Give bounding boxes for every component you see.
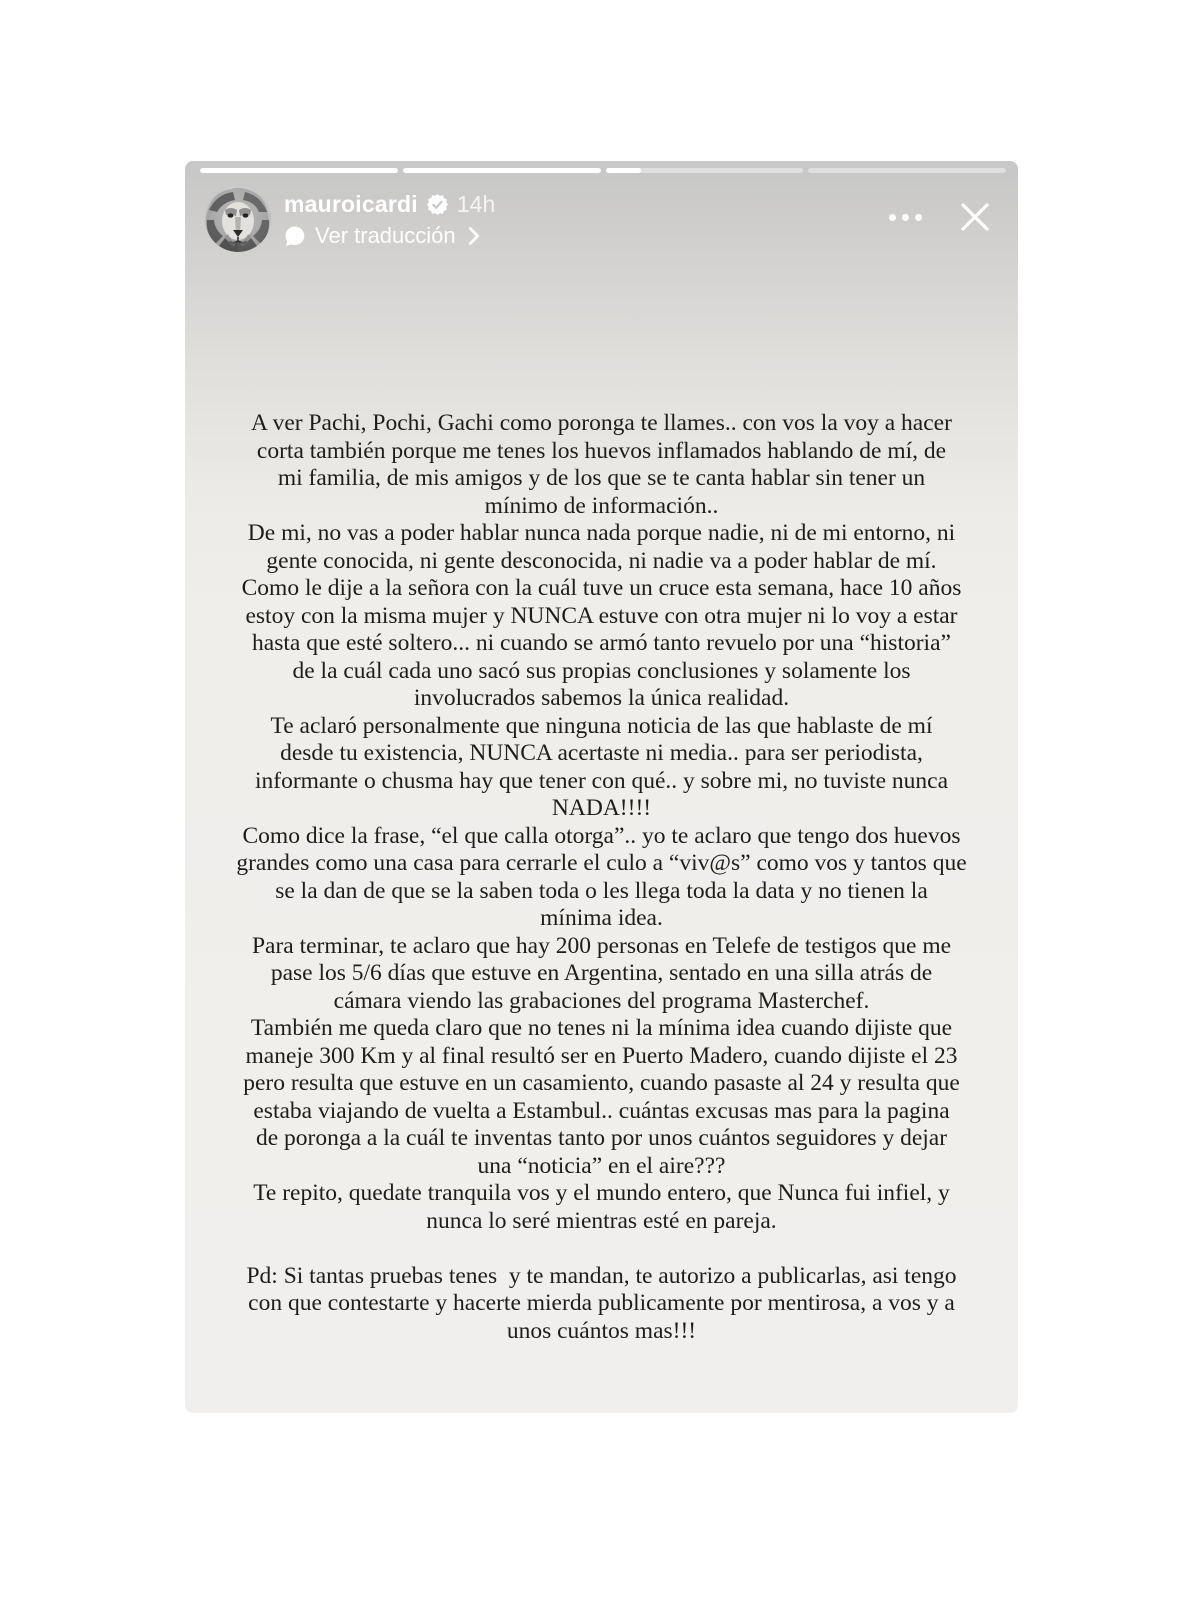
story-text-line: NADA!!!! <box>551 795 652 821</box>
verified-badge-icon <box>426 193 449 216</box>
dot <box>889 214 896 221</box>
translate-label: Ver traducción <box>315 223 456 248</box>
story-text-line: corta también porque me tenes los huevos inflamados hablando de mí, de <box>256 437 947 464</box>
story-text-line: una “noticia” en el aire??? <box>477 1152 726 1179</box>
story-text-line: gente conocida, ni gente desconocida, ni nadie va a poder hablar de mí. <box>266 547 937 574</box>
story-text <box>185 410 1018 1345</box>
story-text-line: de poronga a la cuál te inventas tanto por unos cuántos seguidores y dejar <box>255 1125 948 1151</box>
progress-segment <box>808 168 1006 173</box>
story-text-line: hasta que esté soltero... ni cuando se armó tanto revuelo por una “historia” <box>252 630 951 656</box>
story-text-line: Te repito, quedate tranquila vos y el mundo entero, que Nunca fui infiel, y <box>253 1180 950 1206</box>
story-text-line: A ver Pachi, Pochi, Gachi como poronga te llames.. con vos la voy a hacer <box>251 410 952 436</box>
story-timestamp: 14h <box>456 190 496 217</box>
story-text-line <box>185 1235 1018 1263</box>
story-progress-bar <box>200 168 1006 173</box>
story-text-line: Te aclaró personalmente que ninguna noticia de las que hablaste de mí <box>270 712 933 739</box>
story-controls <box>887 186 1000 248</box>
story-text-line: nunca lo seré mientras esté en pareja. <box>426 1207 777 1234</box>
story-text-line: Para terminar, te aclaro que hay 200 personas en Telefe de testigos que me <box>251 932 952 959</box>
username[interactable]: mauroicardi <box>284 190 418 217</box>
close-x-icon <box>952 194 998 240</box>
avatar[interactable] <box>205 186 271 252</box>
story-text-line: se la dan de que se la saben toda o les llega toda la data y no tienen la <box>275 877 928 904</box>
story-text-line: maneje 300 Km y al final resultó ser en Puerto Madero, cuando dijiste el 23 <box>245 1042 958 1069</box>
story-text-line: mínimo de información.. <box>484 492 719 519</box>
story-text-line: También me queda claro que no tenes ni la mínima idea cuando dijiste que <box>250 1015 953 1041</box>
story-header <box>205 186 1000 252</box>
story-text-line: mínima idea. <box>540 905 663 931</box>
story-text-line: estaba viajando de vuelta a Estambul.. cuántas excusas mas para la pagina <box>253 1097 950 1124</box>
story-text-line: Pd: Si tantas pruebas tenes y te mandan, te autorizo a publicarlas, asi tengo <box>246 1262 957 1289</box>
speech-bubble-icon <box>284 225 306 247</box>
more-options-button[interactable] <box>887 204 924 231</box>
instagram-story-card <box>185 161 1018 1413</box>
translate-button[interactable] <box>284 221 495 251</box>
story-text-line: cámara viendo las grabaciones del programa Masterchef. <box>333 987 870 1014</box>
dot <box>915 214 922 221</box>
story-text-line: informante o chusma hay que tener con qué.. y sobre mi, no tuviste nunca <box>254 767 949 794</box>
story-text-line: de la cuál cada uno sacó sus propias conclusiones y solamente los <box>292 657 911 684</box>
story-text-line: unos cuántos mas!!! <box>506 1317 697 1344</box>
story-text-line: desde tu existencia, NUNCA acertaste ni media.. para ser periodista, <box>280 740 923 766</box>
dot <box>902 214 909 221</box>
story-text-line: pero resulta que estuve en un casamiento, cuando pasaste al 24 y resulta que <box>243 1070 960 1096</box>
progress-segment <box>200 168 398 173</box>
lion-avatar-image <box>205 186 271 252</box>
close-button[interactable] <box>950 192 1000 242</box>
progress-segment <box>606 168 804 173</box>
story-text-line: mi familia, de mis amigos y de los que se te canta hablar sin tener un <box>277 465 926 491</box>
progress-segment <box>403 168 601 173</box>
story-text-line: involucrados sabemos la única realidad. <box>413 685 790 711</box>
story-text-line: estoy con la misma mujer y NUNCA estuve con otra mujer ni lo voy a estar <box>245 602 958 629</box>
identity-column <box>284 186 495 251</box>
story-text-line: pase los 5/6 días que estuve en Argentina, sentado en una silla atrás de <box>270 960 933 986</box>
story-text-line: con que contestarte y hacerte mierda publicamente por mentirosa, a vos y a <box>248 1290 955 1316</box>
story-text-line: Como le dije a la señora con la cuál tuve un cruce esta semana, hace 10 años <box>241 575 962 601</box>
chevron-right-icon <box>467 226 481 246</box>
story-text-line: Como dice la frase, “el que calla otorga”.. yo te aclaro que tengo dos huevos <box>242 822 961 849</box>
story-text-line: De mi, no vas a poder hablar nunca nada porque nadie, ni de mi entorno, ni <box>247 520 956 546</box>
story-text-line: grandes como una casa para cerrarle el culo a “viv@s” como vos y tantos que <box>236 850 967 876</box>
